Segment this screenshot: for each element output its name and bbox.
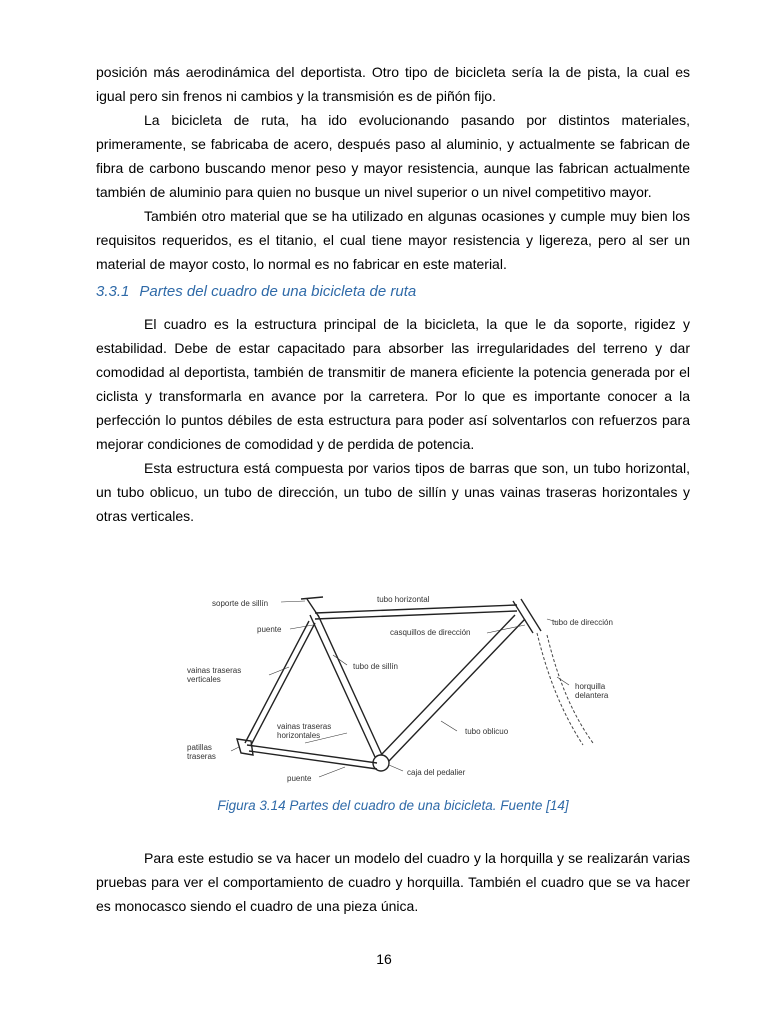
label-vainas-horizontales-2: horizontales (277, 731, 321, 740)
label-puente-top: puente (257, 625, 282, 634)
paragraph-5: Esta estructura está compuesta por varios tipos de barras que son, un tubo horizontal, un tubo oblicuo, un tubo de dirección, un tubo de sillín y unas vainas traseras horizontales y otras verticales. (96, 460, 690, 524)
seat-tube-edge (318, 615, 382, 755)
label-soporte-sillin: soporte de sillín (212, 599, 269, 608)
seat-post (307, 599, 319, 617)
label-casquillos: casquillos de dirección (390, 628, 471, 637)
page-number: 16 (376, 951, 392, 967)
label-patillas-1: patillas (187, 743, 212, 752)
label-puente-bottom: puente (287, 774, 312, 783)
label-vainas-horizontales-1: vainas traseras (277, 722, 332, 731)
seat-support (301, 597, 323, 599)
label-horquilla-1: horquilla (575, 682, 606, 691)
paragraph-1: posición más aerodinámica del deportista. Otro tipo de bicicleta sería la de pista, la cual es igual pero sin frenos ni cambios y la transmisión es de piñón fijo. (96, 64, 690, 104)
closing-section (96, 846, 690, 918)
bicycle-frame-drawing (185, 585, 630, 800)
label-tubo-sillin: tubo de sillín (353, 662, 398, 671)
leader-horquilla (557, 677, 569, 685)
label-vainas-verticales-1: vainas traseras (187, 666, 242, 675)
label-patillas-2: traseras (187, 752, 216, 761)
label-vainas-verticales-2: verticales (187, 675, 221, 684)
leader-oblicuo (441, 721, 457, 731)
leader-puente-top (290, 625, 313, 629)
leader-pedalier (389, 765, 403, 771)
figure-caption: Figura 3.14 Partes del cuadro de una bicicleta. Fuente [14] (217, 798, 569, 813)
paragraph-4: El cuadro es la estructura principal de la bicicleta, la que le da soporte, rigidez y estabilidad. Debe de estar capacitado para absorber las irregularidades del terreno y dar comodidad al deportista, también de transmitir de manera eficiente la potencia generada por el ciclista y transformarla en avance por la carretera. Por lo que es importante conocer a la perfección lo puntos débiles de esta estructura para poder así solventarlos con refuerzos para mejorar condiciones de comodidad y de perdida de potencia. (96, 316, 690, 452)
head-tube-edge (521, 599, 541, 631)
section-number: 3.3.1 (96, 283, 130, 300)
leader-casquillos (487, 625, 525, 633)
label-tubo-horizontal: tubo horizontal (377, 595, 430, 604)
leader-patillas (231, 747, 239, 751)
paragraph-3: También otro material que se ha utilizado en algunas ocasiones y cumple muy bien los requisitos requeridos, es el titanio, el cual tiene mayor resistencia y ligereza, pero al ser un material de mayor costo, lo normal es no fabricar en este material. (96, 208, 690, 272)
bicycle-frame-figure (185, 585, 630, 800)
leader-soporte (281, 601, 305, 602)
frame-tubes (237, 597, 541, 771)
down-tube-edge (389, 619, 525, 761)
document-body (96, 60, 690, 528)
rear-dropout (237, 739, 253, 755)
label-tubo-direccion: tubo de dirección (552, 618, 613, 627)
label-caja-pedalier: caja del pedalier (407, 768, 466, 777)
leader-vainas-v (269, 667, 289, 675)
paragraph-2: La bicicleta de ruta, ha ido evolucionando pasando por distintos materiales, primeramente, se fabricaba de acero, después paso al aluminio, y actualmente se fabrican de fibra de carbono buscando menor peso y mayor resistencia, aunque las fabrican actualmente también de aluminio para quien no busque un nivel superior o un nivel competitivo mayor. (96, 112, 690, 200)
section-title: Partes del cuadro de una bicicleta de ruta (139, 283, 417, 300)
leader-puente-bottom (319, 767, 345, 777)
paragraph-6: Para este estudio se va hacer un modelo del cuadro y la horquilla y se realizarán varias pruebas para ver el comportamiento de cuadro y horquilla. También el cuadro que se va hacer es monocasco siendo el cuadro de una pieza única. (96, 850, 690, 914)
label-horquilla-2: delantera (575, 691, 609, 700)
section-heading (96, 280, 690, 304)
label-tubo-oblicuo: tubo oblicuo (465, 727, 509, 736)
